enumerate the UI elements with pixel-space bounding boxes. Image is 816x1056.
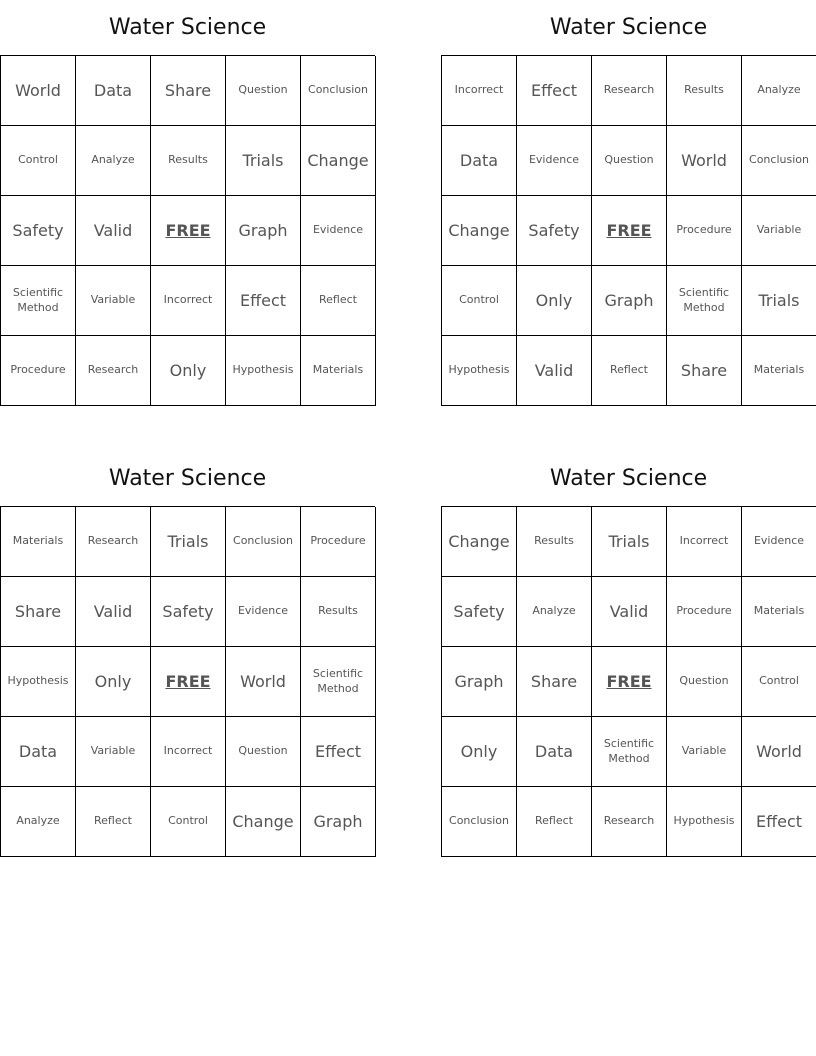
bingo-cell: Safety (442, 577, 517, 647)
bingo-cell: Share (151, 56, 226, 126)
bingo-cell: Effect (301, 717, 376, 787)
bingo-cell: Materials (1, 507, 76, 577)
bingo-cell: Results (667, 56, 742, 126)
free-space-cell: FREE (592, 196, 667, 266)
bingo-cell: Scientific Method (592, 717, 667, 787)
bingo-cell: Analyze (76, 126, 151, 196)
free-space-cell: FREE (151, 647, 226, 717)
bingo-cell: Incorrect (667, 507, 742, 577)
bingo-cell: Share (517, 647, 592, 717)
bingo-cell: Data (442, 126, 517, 196)
bingo-cell: Graph (592, 266, 667, 336)
bingo-cell: Effect (517, 56, 592, 126)
bingo-cell: Share (667, 336, 742, 406)
bingo-cell: Effect (226, 266, 301, 336)
bingo-cell: Trials (592, 507, 667, 577)
bingo-cell: Variable (742, 196, 816, 266)
bingo-cell: Incorrect (151, 717, 226, 787)
bingo-grid (0, 506, 375, 857)
bingo-cell: Change (442, 507, 517, 577)
bingo-cell: Procedure (667, 577, 742, 647)
bingo-cell: Safety (517, 196, 592, 266)
bingo-cell: Evidence (517, 126, 592, 196)
bingo-cell: Research (76, 336, 151, 406)
bingo-cell: Procedure (301, 507, 376, 577)
bingo-cell: Scientific Method (667, 266, 742, 336)
bingo-cell: Valid (517, 336, 592, 406)
bingo-cell: Evidence (301, 196, 376, 266)
bingo-cell: Hypothesis (1, 647, 76, 717)
bingo-cell: Trials (226, 126, 301, 196)
free-space-cell: FREE (592, 647, 667, 717)
bingo-cell: Materials (301, 336, 376, 406)
bingo-cell: World (226, 647, 301, 717)
bingo-cell: Conclusion (226, 507, 301, 577)
bingo-cell: Procedure (667, 196, 742, 266)
bingo-cell: Safety (1, 196, 76, 266)
bingo-card-2 (441, 0, 816, 406)
bingo-cell: Hypothesis (442, 336, 517, 406)
bingo-cell: Control (151, 787, 226, 857)
bingo-cell: Results (517, 507, 592, 577)
bingo-cell: Trials (742, 266, 816, 336)
bingo-cell: Materials (742, 577, 816, 647)
bingo-cell: Conclusion (742, 126, 816, 196)
bingo-cell: Results (151, 126, 226, 196)
bingo-cell: Conclusion (442, 787, 517, 857)
bingo-cell: Incorrect (151, 266, 226, 336)
bingo-cell: Change (226, 787, 301, 857)
bingo-cell: Data (1, 717, 76, 787)
bingo-cell: Change (442, 196, 517, 266)
bingo-cell: Research (592, 56, 667, 126)
bingo-cell: Reflect (592, 336, 667, 406)
bingo-card-3 (0, 451, 375, 857)
bingo-cell: Materials (742, 336, 816, 406)
bingo-cell: Control (742, 647, 816, 717)
bingo-cell: Variable (667, 717, 742, 787)
bingo-cell: Share (1, 577, 76, 647)
bingo-cell: Graph (301, 787, 376, 857)
bingo-cell: Variable (76, 717, 151, 787)
bingo-cell: Data (76, 56, 151, 126)
bingo-cell: Hypothesis (667, 787, 742, 857)
free-space-cell: FREE (151, 196, 226, 266)
bingo-cell: Control (1, 126, 76, 196)
bingo-cell: Reflect (301, 266, 376, 336)
bingo-cell: Only (517, 266, 592, 336)
bingo-cell: Variable (76, 266, 151, 336)
bingo-cell: Evidence (226, 577, 301, 647)
bingo-cell: Question (226, 717, 301, 787)
bingo-cell: Reflect (517, 787, 592, 857)
bingo-cell: Conclusion (301, 56, 376, 126)
bingo-grid (0, 55, 375, 406)
bingo-cell: Research (76, 507, 151, 577)
bingo-cell: Analyze (517, 577, 592, 647)
bingo-card-4 (441, 451, 816, 857)
card-title: Water Science (549, 466, 708, 491)
bingo-cell: World (742, 717, 816, 787)
bingo-cell: Graph (226, 196, 301, 266)
bingo-cell: Question (226, 56, 301, 126)
bingo-cell: Research (592, 787, 667, 857)
bingo-cell: Only (151, 336, 226, 406)
bingo-cell: Safety (151, 577, 226, 647)
bingo-cell: Change (301, 126, 376, 196)
bingo-cell: Valid (76, 196, 151, 266)
bingo-cell: Control (442, 266, 517, 336)
bingo-cell: Analyze (742, 56, 816, 126)
bingo-cell: Trials (151, 507, 226, 577)
bingo-cell: Evidence (742, 507, 816, 577)
bingo-cell: World (667, 126, 742, 196)
bingo-cell: Valid (592, 577, 667, 647)
card-title: Water Science (108, 466, 267, 491)
card-title: Water Science (549, 15, 708, 40)
bingo-cell: Reflect (76, 787, 151, 857)
bingo-cell: Incorrect (442, 56, 517, 126)
bingo-cell: Valid (76, 577, 151, 647)
bingo-cell: Scientific Method (301, 647, 376, 717)
bingo-cell: Analyze (1, 787, 76, 857)
bingo-cell: Only (76, 647, 151, 717)
bingo-cell: Graph (442, 647, 517, 717)
bingo-cell: Results (301, 577, 376, 647)
bingo-cell: Question (592, 126, 667, 196)
bingo-cell: Data (517, 717, 592, 787)
bingo-cell: Only (442, 717, 517, 787)
bingo-grid (441, 55, 816, 406)
bingo-cell: Hypothesis (226, 336, 301, 406)
bingo-cell: Effect (742, 787, 816, 857)
bingo-cell: Scientific Method (1, 266, 76, 336)
bingo-cell: Question (667, 647, 742, 717)
bingo-cell: World (1, 56, 76, 126)
card-title: Water Science (108, 15, 267, 40)
bingo-grid (441, 506, 816, 857)
bingo-card-1 (0, 0, 375, 406)
bingo-cell: Procedure (1, 336, 76, 406)
